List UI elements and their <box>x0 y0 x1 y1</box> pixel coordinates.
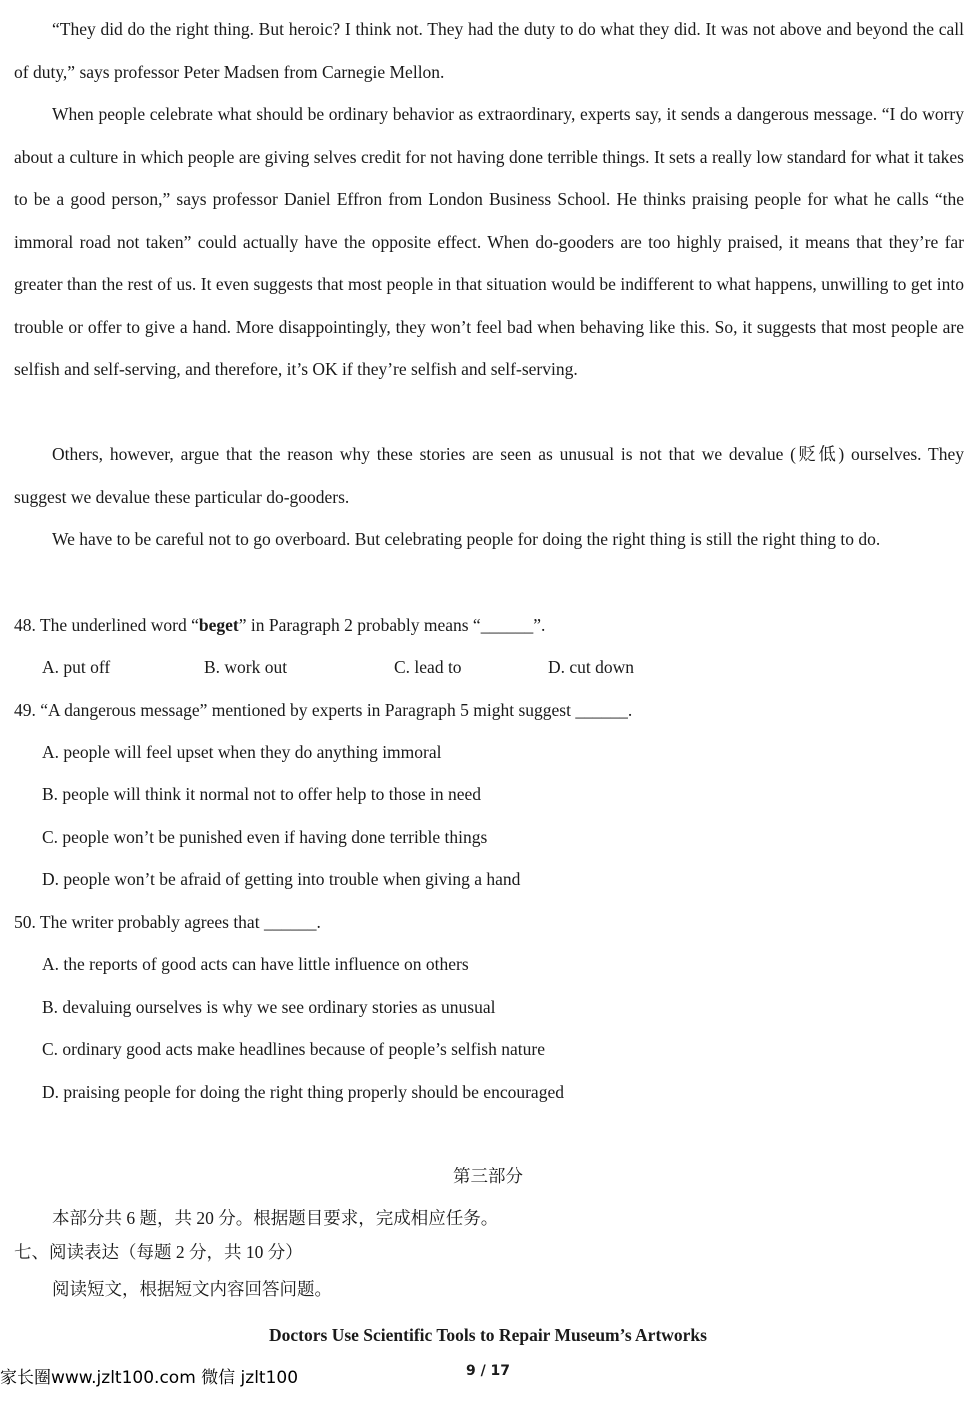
q48-option-a: A. put off <box>42 657 111 677</box>
part-three-heading: 第三部分 <box>453 1166 523 1186</box>
q49-option-b: B. people will think it normal not to offer help to those in need <box>42 784 482 804</box>
q49-option-c: C. people won’t be punished even if having done terrible things <box>42 827 488 847</box>
q48-stem-bold-word: beget <box>198 615 239 635</box>
q49-option-a: A. people will feel upset when they do anything immoral <box>42 742 442 762</box>
passage-paragraph-1: “They did do the right thing. But heroic? I think not. They had the duty to do what they did. It was not above and beyond the call of duty,” says professor Peter Madsen from Carnegie Mellon. <box>14 19 964 82</box>
question-48-stem <box>14 613 964 637</box>
question-50-stem: 50. The writer probably agrees that ______. <box>14 912 321 932</box>
passage-paragraph-2: When people celebrate what should be ordinary behavior as extraordinary, experts say, it sends a dangerous message. “I do worry about a culture in which people are giving selves credit for not having done terrible things. It sets a really low standard for what it takes to be a good person,” says professor Daniel Effron from London Business School. He thinks praising people for what he calls “the immoral road not taken” could actually have the opposite effect. When do-gooders are too highly praised, it means that they’re far greater than the rest of us. It even suggests that most people in that situation would be indifferent to what happens, unwilling to get into trouble or offer to give a hand. More disappointingly, they won’t feel bad when behaving like this. So, it suggests that most people are selfish and self-serving, and therefore, it’s OK if they’re selfish and self-serving. <box>14 104 964 379</box>
q48-option-d: D. cut down <box>548 657 635 677</box>
section-seven-heading: 七、阅读表达（每题 2 分，共 10 分） <box>14 1242 303 1262</box>
passage-paragraph-4: We have to be careful not to go overboard. But celebrating people for doing the right thing is still the right thing to do. <box>52 529 881 549</box>
q50-option-d: D. praising people for doing the right thing properly should be encouraged <box>42 1082 564 1102</box>
part-three-intro: 本部分共 6 题，共 20 分。根据题目要求，完成相应任务。 <box>52 1208 499 1228</box>
q48-option-c: C. lead to <box>394 657 462 677</box>
passage-paragraph-3: Others, however, argue that the reason why these stories are seen as unusual is not that we devalue (贬低) ourselves. They suggest we devalue these particular do-gooders. <box>14 444 964 507</box>
q48-stem-post: ” in Paragraph 2 probably means “______”. <box>238 615 546 635</box>
q50-option-c: C. ordinary good acts make headlines because of people’s selfish nature <box>42 1039 545 1059</box>
page-number: 9 / 17 <box>465 1363 511 1379</box>
q48-option-b: B. work out <box>204 657 288 677</box>
watermark-text: 家长圈www.jzlt100.com 微信 jzlt100 <box>0 1368 299 1388</box>
reading-instruction: 阅读短文，根据短文内容回答问题。 <box>52 1279 332 1299</box>
question-49-stem: 49. “A dangerous message” mentioned by experts in Paragraph 5 might suggest ______. <box>14 700 633 720</box>
q49-option-d: D. people won’t be afraid of getting into trouble when giving a hand <box>42 869 521 889</box>
q50-option-b: B. devaluing ourselves is why we see ordinary stories as unusual <box>42 997 496 1017</box>
q50-option-a: A. the reports of good acts can have little influence on others <box>42 954 469 974</box>
article-title: Doctors Use Scientific Tools to Repair Museum’s Artworks <box>269 1325 707 1345</box>
q48-stem-pre: 48. The underlined word “ <box>14 615 199 635</box>
